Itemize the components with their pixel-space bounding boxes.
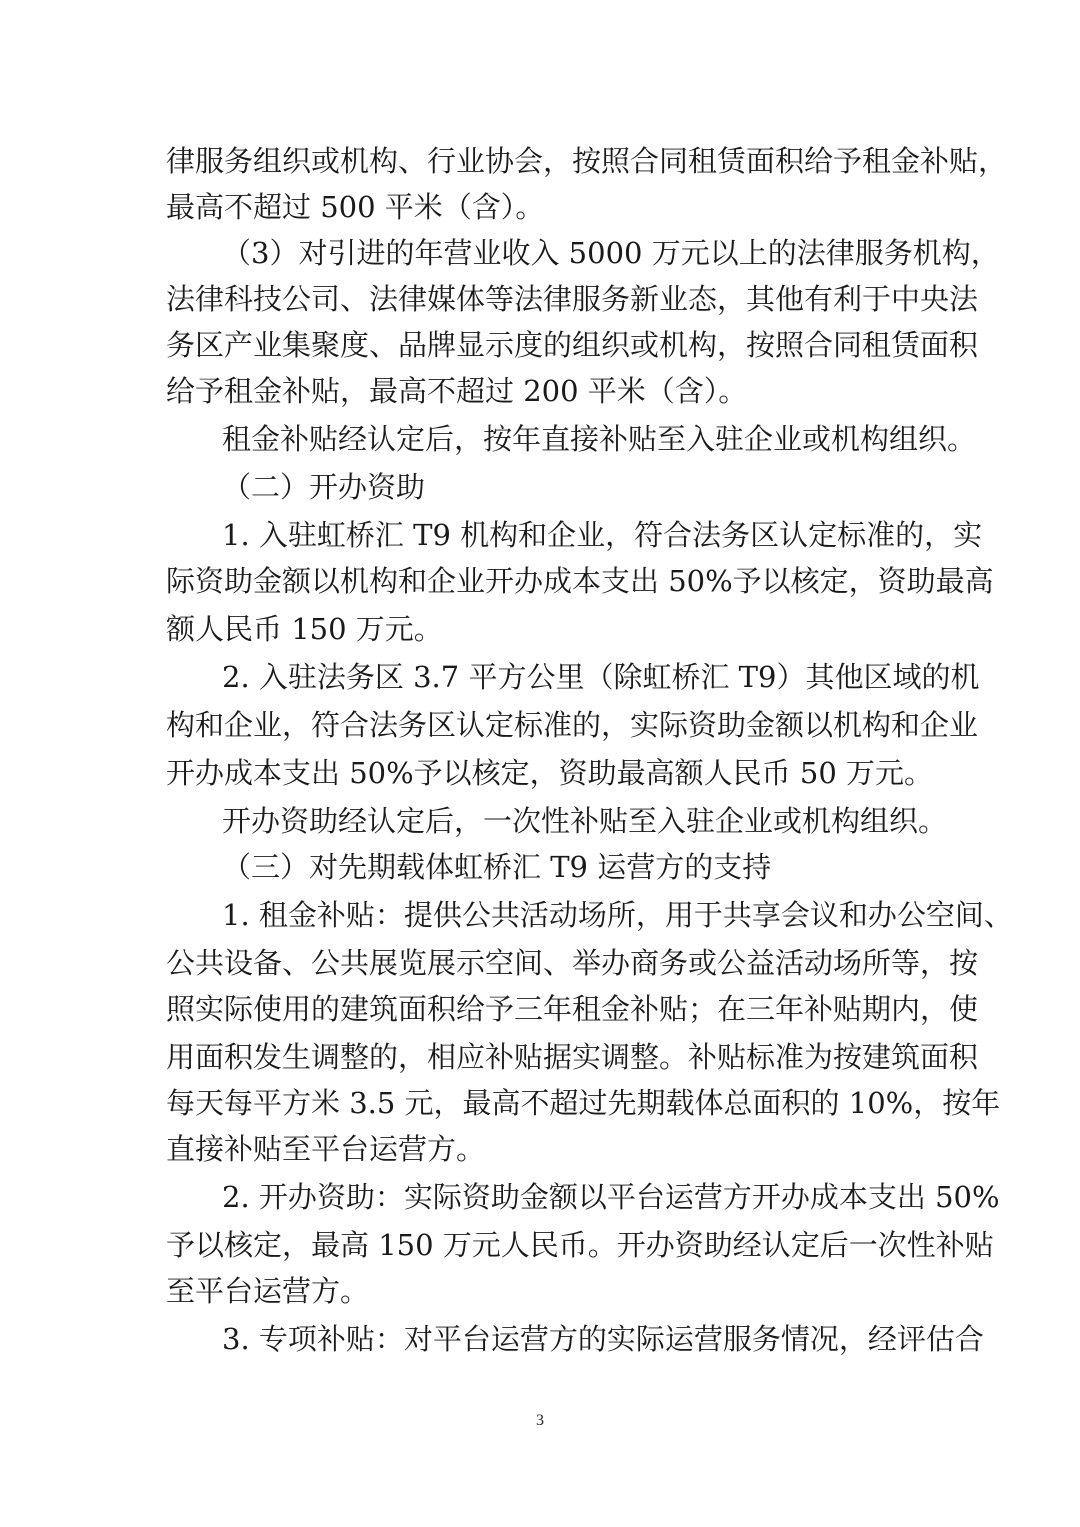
text-line: 用面积发生调整的，相应补贴据实调整。补贴标准为按建筑面积 (166, 1040, 979, 1074)
text-line: 照实际使用的建筑面积给予三年租金补贴；在三年补贴期内，使 (166, 992, 979, 1026)
text-line: 予以核定，最高 150 万元人民币。开办资助经认定后一次性补贴 (166, 1228, 994, 1262)
page-number: 3 (536, 1412, 544, 1429)
text-line: 2. 入驻法务区 3.7 平方公里（除虹桥汇 T9）其他区域的机 (222, 660, 980, 694)
text-line: 至平台运营方。 (166, 1274, 370, 1308)
text-line: 给予租金补贴，最高不超过 200 平米（含）。 (166, 374, 748, 408)
text-line: 开办资助经认定后，一次性补贴至入驻企业或机构组织。 (222, 804, 948, 838)
text-line: 开办成本支出 50%予以核定，资助最高额人民币 50 万元。 (166, 756, 934, 790)
text-line: 额人民币 150 万元。 (166, 612, 443, 646)
text-line: 直接补贴至平台运营方。 (166, 1132, 486, 1166)
text-line: 法律科技公司、法律媒体等法律服务新业态，其他有利于中央法 (166, 282, 979, 316)
text-line: 2. 开办资助：实际资助金额以平台运营方开办成本支出 50% (222, 1180, 1000, 1214)
text-line: 律服务组织或机构、行业协会，按照合同租赁面积给予租金补贴， (166, 144, 1008, 178)
text-line: 租金补贴经认定后，按年直接补贴至入驻企业或机构组织。 (222, 422, 977, 456)
text-line: 务区产业集聚度、品牌显示度的组织或机构，按照合同租赁面积 (166, 328, 979, 362)
text-line: 1. 入驻虹桥汇 T9 机构和企业，符合法务区认定标准的，实 (222, 518, 983, 552)
section-heading: （三）对先期载体虹桥汇 T9 运营方的支持 (222, 850, 772, 884)
text-line: 际资助金额以机构和企业开办成本支出 50%予以核定，资助最高 (166, 564, 994, 598)
text-line: 最高不超过 500 平米（含）。 (166, 190, 545, 224)
section-heading: （二）开办资助 (222, 470, 426, 504)
text-line: （3）对引进的年营业收入 5000 万元以上的法律服务机构， (222, 236, 1000, 270)
text-line: 每天每平方米 3.5 元，最高不超过先期载体总面积的 10%，按年 (166, 1086, 1001, 1120)
text-line: 构和企业，符合法务区认定标准的，实际资助金额以机构和企业 (166, 708, 979, 742)
text-line: 公共设备、公共展览展示空间、举办商务或公益活动场所等，按 (166, 946, 979, 980)
text-line: 1. 租金补贴：提供公共活动场所，用于共享会议和办公空间、 (222, 898, 1013, 932)
text-line: 3. 专项补贴：对平台运营方的实际运营服务情况，经评估合 (222, 1322, 984, 1356)
